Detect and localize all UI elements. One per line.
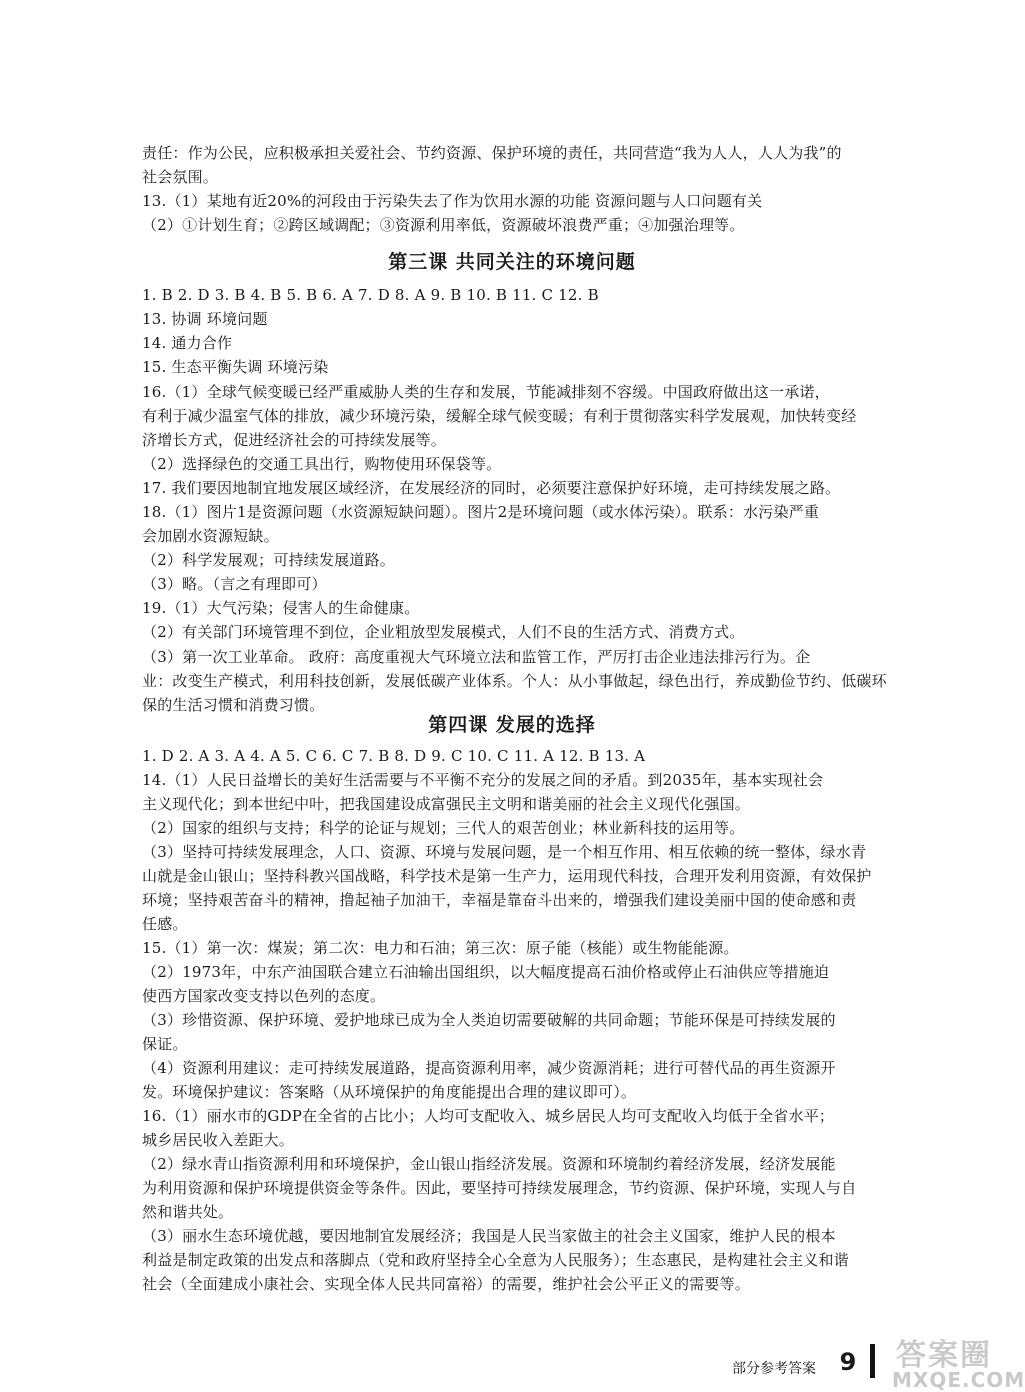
text-line: 保证。 [142, 1035, 188, 1053]
text-line: （2）绿水青山指资源利用和环境保护，金山银山指经济发展。资源和环境制约着经济发展，经济发展能 [142, 1155, 836, 1173]
text-line: （2）国家的组织与支持；科学的论证与规划；三代人的艰苦创业；林业新科技的运用等。 [142, 819, 745, 837]
text-line: 然和谐共处。 [142, 1203, 234, 1221]
text-line: 15. 生态平衡失调 环境污染 [142, 358, 329, 376]
text-line: 发。环境保护建议：答案略（从环境保护的角度能提出合理的建议即可）。 [142, 1083, 637, 1101]
text-line: 社会氛围。 [142, 168, 219, 186]
watermark-bottom-text: MXQE.COM [892, 1368, 1025, 1392]
text-line: 环境；坚持艰苦奋斗的精神，撸起袖子加油干，幸福是靠奋斗出来的，增强我们建设美丽中国的使命感和责 [142, 891, 857, 909]
watermark-top-text: 答案圈 [896, 1338, 992, 1373]
text-line: 城乡居民收入差距大。 [142, 1131, 295, 1149]
text-line: 14.（1）人民日益增长的美好生活需要与不平衡不充分的发展之间的矛盾。到2035年，基本实现社会 [142, 771, 824, 789]
text-line: （2）1973年，中东产油国联合建立石油输出国组织，以大幅度提高石油价格或停止石油供应等措施迫 [142, 963, 830, 981]
text-line: 19.（1）大气污染；侵害人的生命健康。 [142, 599, 420, 617]
text-line: 会加剧水资源短缺。 [142, 527, 279, 545]
text-line: 16.（1）丽水市的GDP在全省的占比小；人均可支配收入、城乡居民人均可支配收入均低于全省水平； [142, 1107, 835, 1125]
text-line: （3）第一次工业革命。 政府：高度重视大气环境立法和监管工作，严厉打击企业违法排污行为。企 [142, 648, 811, 666]
text-line: 利益是制定政策的出发点和落脚点（党和政府坚持全心全意为人民服务）；生态惠民，是构建社会主义和谐 [142, 1251, 849, 1269]
text-line: 保的生活习惯和消费习惯。 [142, 696, 325, 714]
text-line: 18.（1）图片1是资源问题（水资源短缺问题）。图片2是环境问题（或水体污染）。联系：水污染严重 [142, 503, 820, 521]
text-line: 任感。 [142, 915, 188, 933]
section-title: 第三课 共同关注的环境问题 [388, 251, 636, 273]
text-line: （3）丽水生态环境优越，要因地制宜发展经济；我国是人民当家做主的社会主义国家，维护人民的根本 [142, 1227, 836, 1245]
text-line: （4）资源利用建议：走可持续发展道路，提高资源利用率，减少资源消耗；进行可替代品的再生资源开 [142, 1059, 836, 1077]
text-line: 使西方国家改变支持以色列的态度。 [142, 987, 386, 1005]
text-line: 有利于减少温室气体的排放，减少环境污染，缓解全球气候变暖；有利于贯彻落实科学发展观，加快转变经 [142, 407, 857, 425]
text-line: （2）①计划生育；②跨区域调配；③资源利用率低，资源破坏浪费严重；④加强治理等。 [142, 216, 745, 234]
text-line: 1. B 2. D 3. B 4. B 5. B 6. A 7. D 8. A 9. B 10. B 11. C 12. B [142, 286, 599, 304]
text-line: （3）珍惜资源、保护环境、爱护地球已成为全人类迫切需要破解的共同命题；节能环保是可持续发展的 [142, 1011, 836, 1029]
text-line: 责任：作为公民，应积极承担关爱社会、节约资源、保护环境的责任，共同营造“我为人人，人人为我”的 [142, 144, 842, 162]
footer-label: 部分参考答案 [732, 1361, 816, 1377]
section-title: 第四课 发展的选择 [428, 714, 596, 736]
text-line: 社会（全面建成小康社会、实现全体人民共同富裕）的需要，维护社会公平正义的需要等。 [142, 1275, 751, 1293]
text-line: 13.（1）某地有近20%的河段由于污染失去了作为饮用水源的功能 资源问题与人口问题有关 [142, 192, 763, 210]
text-line: （2）科学发展观；可持续发展道路。 [142, 551, 395, 569]
text-line: （3）略。（言之有理即可） [142, 575, 327, 593]
text-line: 济增长方式，促进经济社会的可持续发展等。 [142, 431, 447, 449]
text-line: 为利用资源和保护环境提供资金等条件。因此，要坚持可持续发展理念，节约资源、保护环境，实现人与自 [142, 1179, 857, 1197]
text-line: 17. 我们要因地制宜地发展区域经济，在发展经济的同时，必须要注意保护好环境，走可持续发展之路。 [142, 479, 841, 497]
text-line: 主义现代化；到本世纪中叶，把我国建设成富强民主文明和谐美丽的社会主义现代化强国。 [142, 795, 751, 813]
text-line: 山就是金山银山；坚持科教兴国战略，科学技术是第一生产力，运用现代科技，合理开发利用资源，有效保护 [142, 867, 872, 885]
text-line: 15.（1）第一次：煤炭；第二次：电力和石油；第三次：原子能（核能）或生物能能源。 [142, 939, 739, 957]
text-line: （2）有关部门环境管理不到位，企业粗放型发展模式，人们不良的生活方式、消费方式。 [142, 623, 745, 641]
page-number-bar [870, 1344, 875, 1378]
text-line: 14. 通力合作 [142, 334, 233, 352]
text-line: 1. D 2. A 3. A 4. A 5. C 6. C 7. B 8. D 9. C 10. C 11. A 12. B 13. A [142, 747, 646, 765]
text-line: 业：改变生产模式，利用科技创新，发展低碳产业体系。个人：从小事做起，绿色出行，养成勤俭节约、低碳环 [142, 672, 887, 690]
text-line: （3）坚持可持续发展理念，人口、资源、环境与发展问题，是一个相互作用、相互依赖的统一整体，绿水青 [142, 843, 867, 861]
text-line: 13. 协调 环境问题 [142, 310, 268, 328]
watermark-logo [890, 1330, 1025, 1392]
page-number: 9 [839, 1348, 857, 1376]
text-line: 16.（1）全球气候变暖已经严重威胁人类的生存和发展，节能减排刻不容缓。中国政府做出这一承诺， [142, 383, 830, 401]
text-line: （2）选择绿色的交通工具出行，购物使用环保袋等。 [142, 455, 502, 473]
